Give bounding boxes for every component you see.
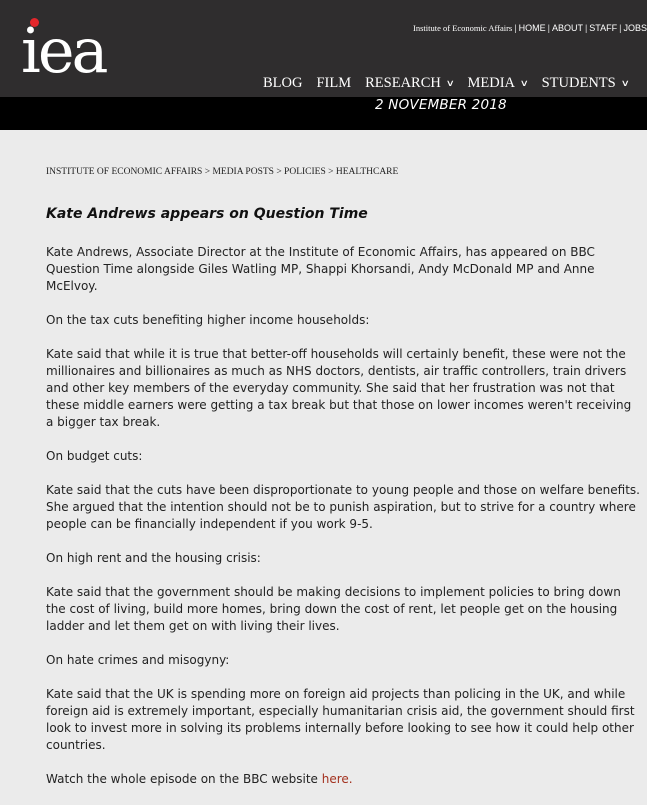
site-header — [0, 0, 647, 97]
breadcrumb — [46, 167, 398, 177]
nav-media-label: MEDIA — [467, 75, 516, 91]
breadcrumb-separator: > — [204, 167, 211, 177]
article-title: Kate Andrews appears on Question Time — [46, 206, 368, 222]
closing-paragraph — [46, 771, 642, 788]
post-date: 2 NOVEMBER 2018 — [375, 97, 507, 113]
article-subheading: On high rent and the housing crisis: — [46, 551, 261, 565]
nav-media[interactable] — [467, 75, 527, 92]
nav-students-label: STUDENTS — [541, 75, 616, 91]
main-nav — [263, 75, 642, 92]
bbc-episode-link[interactable]: here. — [321, 772, 353, 786]
date-bar — [0, 97, 647, 130]
nav-blog-label: BLOG — [263, 75, 303, 91]
nav-blog[interactable] — [263, 75, 302, 92]
chevron-down-icon: ∨ — [445, 78, 455, 89]
article-paragraph: Kate said that the government should be making decisions to implement policies to bring down the cost of living, build more homes, bring down the cost of rent, let people get on the housing ladder and let them get on with living their lives. — [46, 585, 621, 633]
breadcrumb-item-policies[interactable]: POLICIES — [284, 167, 326, 177]
article-subheading: On hate crimes and misogyny: — [46, 653, 230, 667]
top-link-org[interactable]: Institute of Economic Affairs — [413, 23, 513, 33]
nav-film[interactable] — [316, 75, 351, 92]
breadcrumb-item-healthcare[interactable]: HEALTHCARE — [335, 167, 399, 177]
chevron-down-icon: ∨ — [620, 78, 630, 89]
top-link-home[interactable]: HOME — [518, 23, 546, 33]
chevron-down-icon: ∨ — [519, 78, 529, 89]
top-link-about[interactable]: ABOUT — [551, 23, 583, 33]
article-paragraph: Kate said that the UK is spending more on foreign aid projects than policing in the UK, and while foreign aid is extremely important, especially humanitarian crisis aid, the government should first look to invest more in solving its problems internally before looking to see how it could help other countries. — [46, 687, 635, 752]
top-link-jobs[interactable]: JOBS — [623, 23, 647, 33]
article-paragraph: Kate said that while it is true that better-off households will certainly benefit, these were not the millionaires and billionaires as much as NHS doctors, dentists, air traffic controllers, train drivers and other key members of the everyday community. She said that her frustration was not that these middle earners were getting a tax break but that those on lower incomes weren't receiving a bigger tax break. — [46, 347, 632, 429]
closing-text: Watch the whole episode on the BBC website — [46, 772, 322, 786]
article-paragraph: Kate said that the cuts have been disproportionate to young people and those on welfare benefits. She argued that the intention should not be to punish aspiration, but to strive for a country where people can be financially independent if you work 9-5. — [46, 483, 640, 531]
nav-research-label: RESEARCH — [365, 75, 441, 91]
breadcrumb-separator: > — [276, 167, 282, 177]
article-paragraph: Kate Andrews, Associate Director at the Institute of Economic Affairs, has appeared on BBC Question Time alongside Giles Watling MP, Shappi Khorsandi, Andy McDonald MP and Anne McElvoy. — [46, 245, 595, 293]
breadcrumb-separator: > — [328, 167, 334, 177]
breadcrumb-item-iea[interactable]: INSTITUTE OF ECONOMIC AFFAIRS — [46, 167, 203, 177]
nav-students[interactable] — [542, 75, 629, 92]
top-links: Institute of Economic Affairs | HOME | ABOUT | STAFF | JOBS — [413, 23, 647, 33]
nav-film-label: FILM — [316, 75, 352, 91]
top-link-staff[interactable]: STAFF — [589, 23, 618, 33]
iea-logo[interactable]: iea — [21, 14, 106, 87]
article-body — [46, 244, 642, 805]
article-subheading: On the tax cuts benefiting higher income households: — [46, 313, 370, 327]
nav-research[interactable] — [365, 75, 453, 92]
article-subheading: On budget cuts: — [46, 449, 143, 463]
breadcrumb-item-media-posts[interactable]: MEDIA POSTS — [212, 167, 274, 177]
